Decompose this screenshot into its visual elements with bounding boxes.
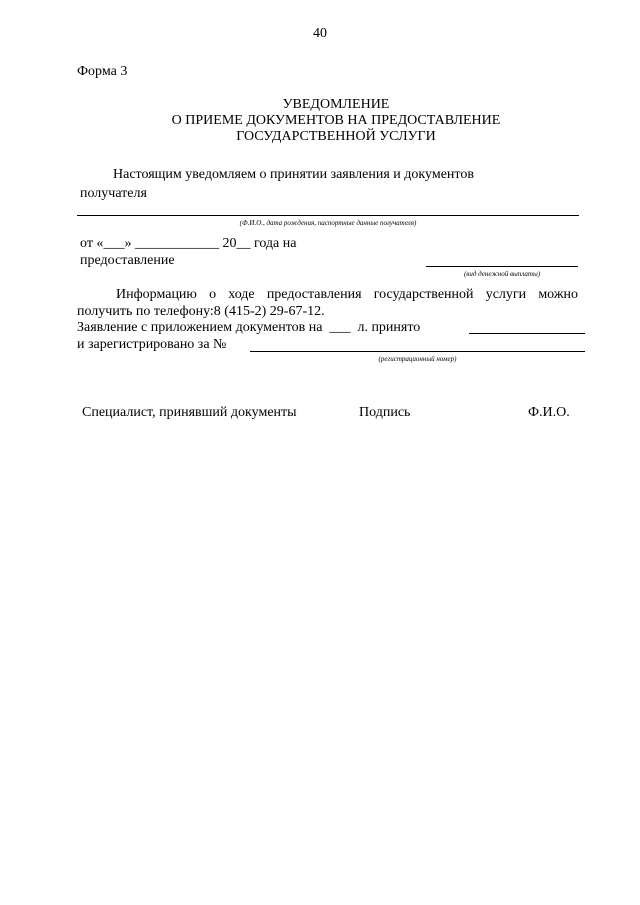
recipient-field-line[interactable] [77,215,579,216]
application-row [77,320,420,336]
signature-label: Подпись [359,405,411,420]
info-word: предоставления [266,287,362,302]
date-year-blank[interactable]: __ [236,236,251,251]
date-prefix: от « [80,236,104,251]
info-line-2: получить по телефону:8 (415-2) 29-67-12. [77,304,325,319]
recipient-caption: (Ф.И.О., дата рождения, паспортные данные получателя) [239,219,417,227]
info-word: услуги [485,287,527,302]
title-line-2: О ПРИЕМЕ ДОКУМЕНТОВ НА ПРЕДОСТАВЛЕНИЕ [171,113,501,128]
specialist-label: Специалист, принявший документы [82,405,297,420]
registration-caption: (регистрационный номер) [378,355,457,363]
page-number: 40 [313,26,327,41]
intro-line-1: Настоящим уведомляем о принятии заявления и документов [113,167,474,182]
registration-number-field-line[interactable] [250,351,585,352]
title-line-3: ГОСУДАРСТВЕННОЙ УСЛУГИ [236,129,436,144]
date-row [80,236,296,252]
pages-count-blank[interactable]: ___ [329,320,351,335]
provision-label: предоставление [80,253,175,268]
registration-label: и зарегистрировано за № [77,337,227,352]
date-year-prefix: 20 [222,236,237,251]
intro-line-2: получателя [80,186,147,201]
full-name-label: Ф.И.О. [528,405,570,420]
info-word: можно [538,287,578,302]
application-prefix: Заявление с приложением документов на [77,320,323,335]
date-close-quote: » [124,236,132,251]
info-word: ходе [228,287,255,302]
info-word: о [209,287,217,302]
date-day-blank[interactable]: ___ [103,236,125,251]
date-suffix: года на [253,236,297,251]
info-word: Информацию [116,287,197,302]
payment-caption: (вид денежной выплаты) [463,270,541,278]
title-line-1: УВЕДОМЛЕНИЕ [282,97,390,112]
info-line-1 [116,287,578,303]
accepted-by-field-line[interactable] [469,333,585,334]
payment-type-field-line[interactable] [426,266,578,267]
application-suffix: л. принято [357,320,421,335]
info-word: государственной [373,287,474,302]
form-label: Форма 3 [77,64,128,79]
date-month-blank[interactable]: ____________ [134,236,219,251]
